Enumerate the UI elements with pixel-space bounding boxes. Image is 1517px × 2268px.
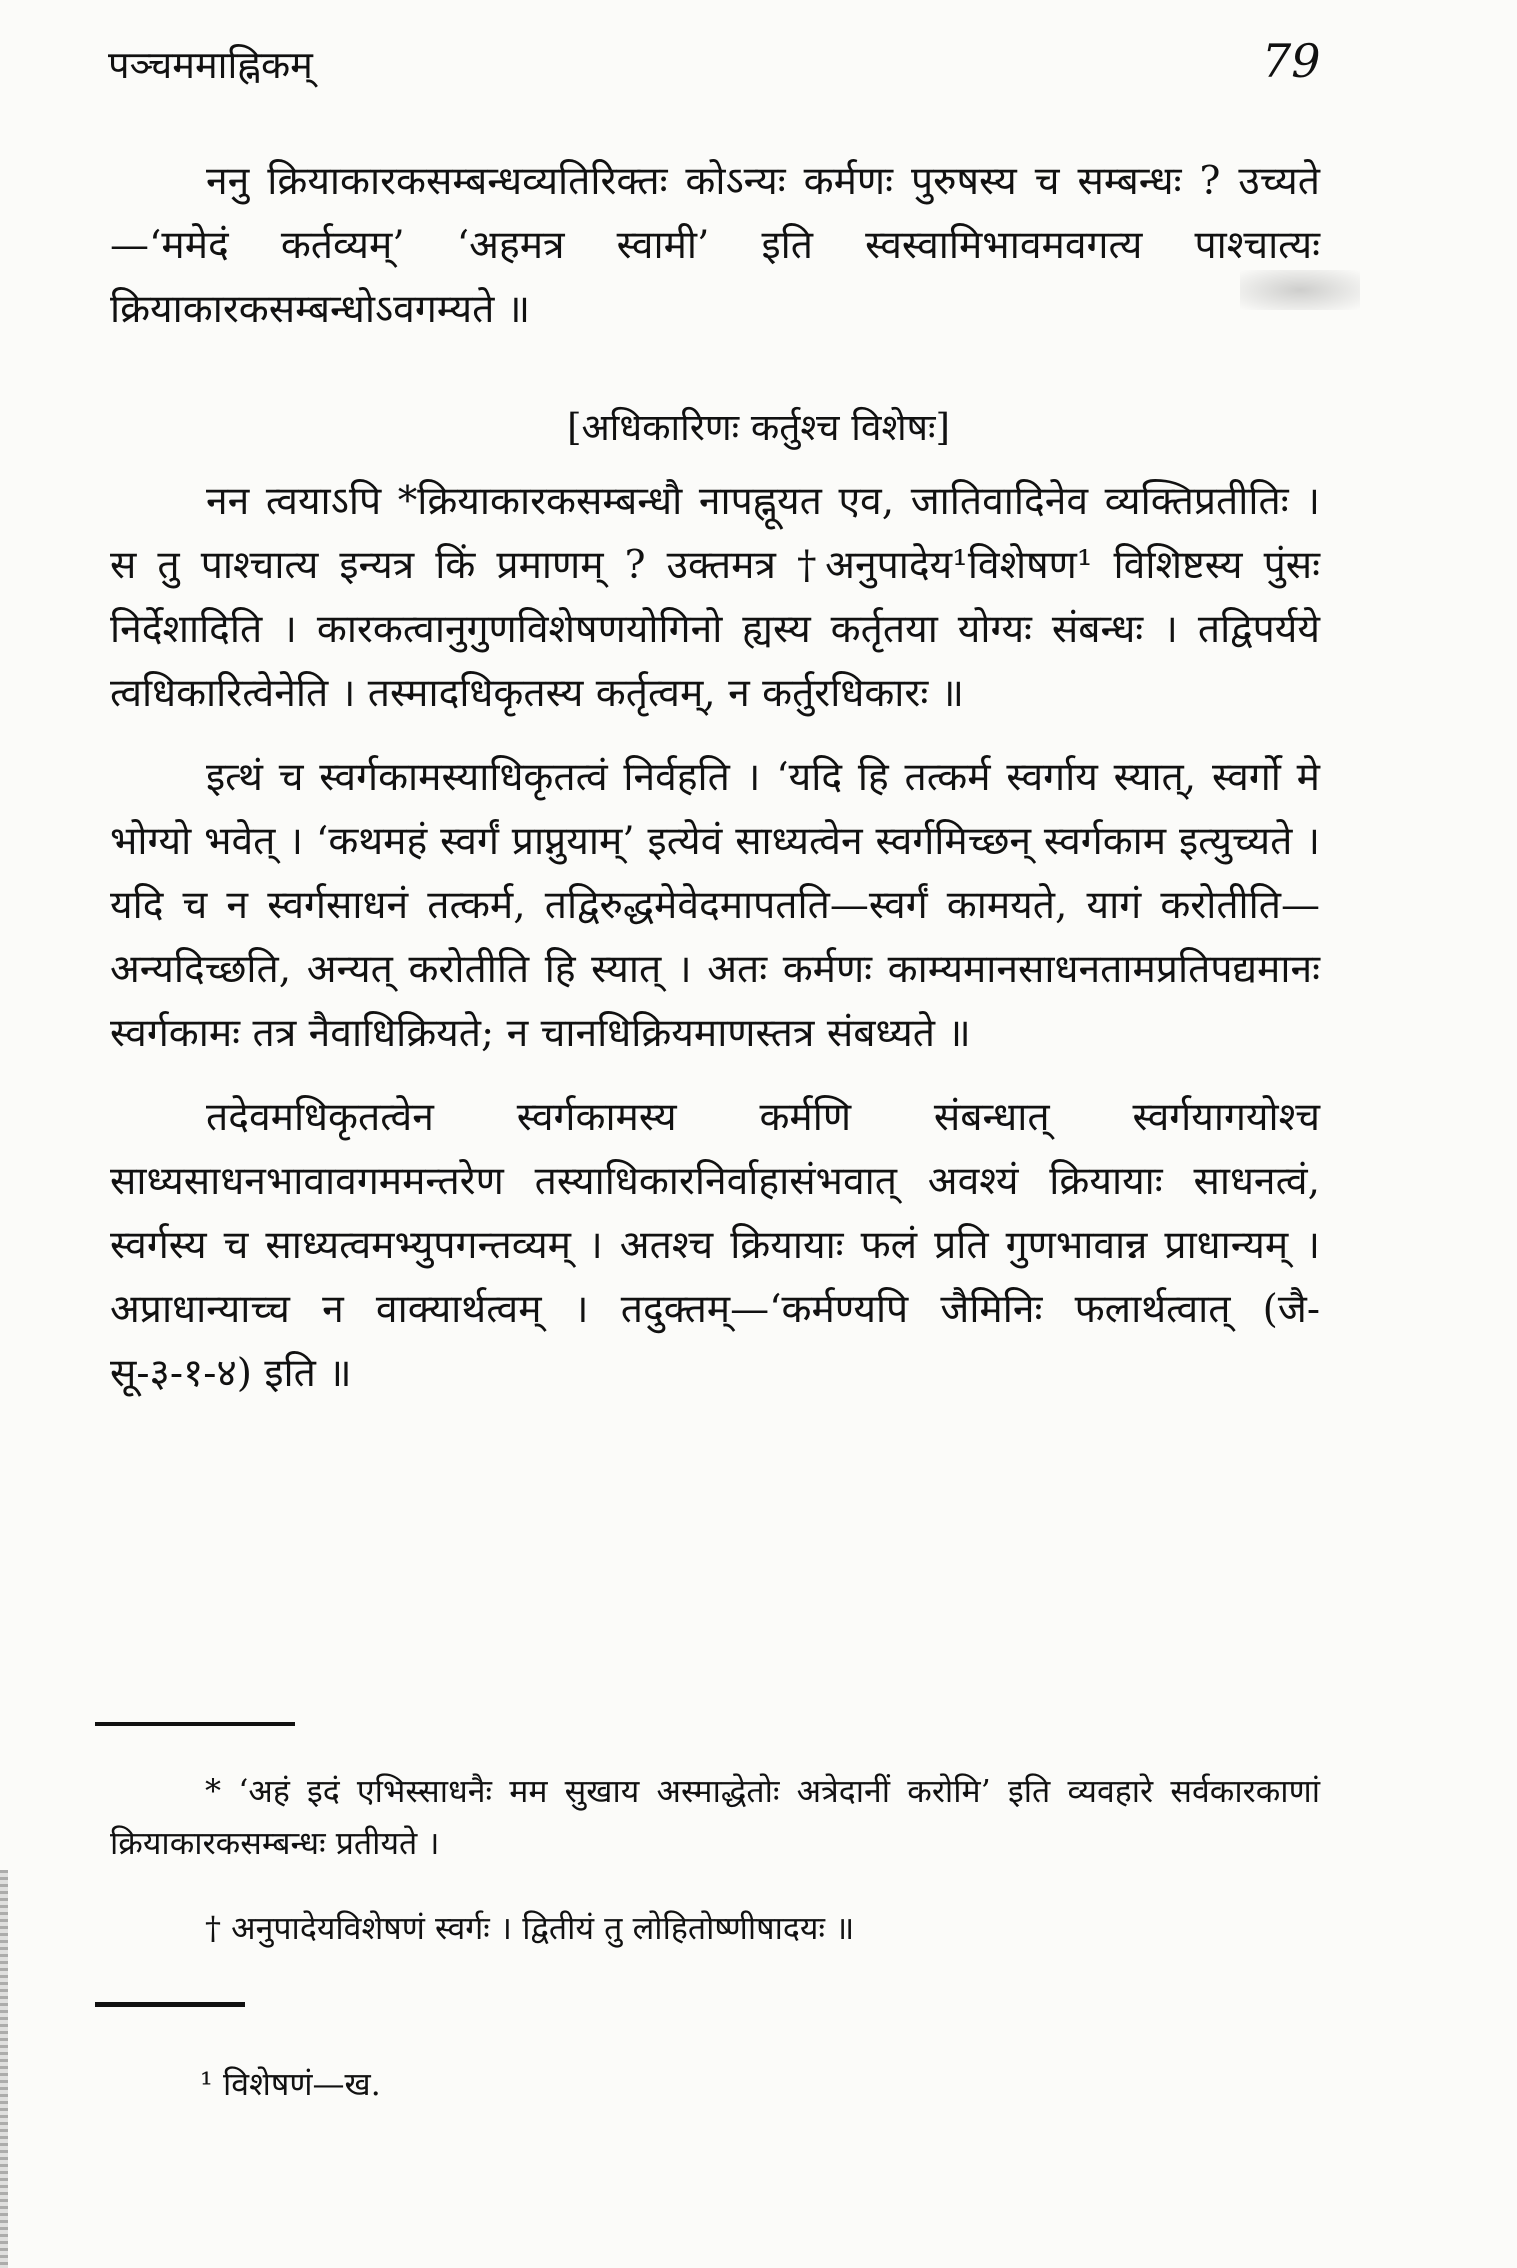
variant-note: ¹ विशेषणं—ख. xyxy=(200,2065,381,2103)
section-heading: [अधिकारिणः कर्तुश्च विशेषः] xyxy=(567,406,950,449)
paragraph: तदेवमधिकृतत्वेन स्वर्गकामस्य कर्मणि संबन्धात् स्वर्गयागयोश्च साध्यसाधनभावावगममन्तरेण तस्याधिकारनिर्वाहासंभवात् अवश्यं क्रियायाः साधनत्वं, स्वर्गस्य च साध्यत्वमभ्युपगन्तव्यम् । अतश्च क्रियायाः फलं प्रति गुणभावान्न प्राधान्यम् । अप्राधान्याच्च न वाक्यार्थत्वम् । तदुक्तम्—‘कर्मण्यपि जैमिनिः फलार्थत्वात् (जै-सू-३-१-४) इति ॥ xyxy=(110,1095,1320,1396)
footnote-rule xyxy=(95,1722,295,1726)
scan-smudge xyxy=(1240,270,1360,310)
paragraph: ननु क्रियाकारकसम्बन्धव्यतिरिक्तः कोऽन्यः कर्मणः पुरुषस्य च सम्बन्धः ? उच्यते—‘ममेदं कर्तव्यम्’ ‘अहमत्र स्वामी’ इति स्वस्वामिभावमवगत्य पाश्चात्यः क्रियाकारकसम्बन्धोऽवगम्यते ॥ xyxy=(110,159,1320,332)
scan-edge-noise xyxy=(0,1870,8,2268)
page-number: 79 xyxy=(1262,34,1321,88)
footnote: * ‘अहं इदं एभिस्साधनैः मम सुखाय अस्माद्धेतोः अत्रेदानीं करोमि’ इति व्यवहारे सर्वकारकाणां क्रियाकारकसम्बन्धः प्रतीयते । xyxy=(110,1772,1320,1862)
paragraph: इत्थं च स्वर्गकामस्याधिकृतत्वं निर्वहति । ‘यदि हि तत्कर्म स्वर्गाय स्यात्, स्वर्गो मे भोग्यो भवेत् । ‘कथमहं स्वर्गं प्राप्नुयाम्’ इत्येवं साध्यत्वेन स्वर्गमिच्छन् स्वर्गकाम इत्युच्यते । यदि च न स्वर्गसाधनं तत्कर्म, तद्विरुद्धमेवेदमापतति—स्वर्गं कामयते, यागं करोतीति—अन्यदिच्छति, अन्यत् करोतीति हि स्यात् । अतः कर्मणः काम्यमानसाधनतामप्रतिपद्यमानः स्वर्गकामः तत्र नैवाधिक्रियते; न चानधिक्रियमाणस्तत्र संबध्यते ॥ xyxy=(110,755,1320,1056)
body-block-1 xyxy=(110,150,1320,342)
paragraph: नन त्वयाऽपि *क्रियाकारकसम्बन्धौ नापह्नूयत एव, जातिवादिनेव व्यक्तिप्रतीतिः । स तु पाश्चात्य इन्यत्र किं प्रमाणम् ? उक्तमत्र †अनुपादेय¹विशेषण¹ विशिष्टस्य पुंसः निर्देशादिति । कारकत्वानुगुणविशेषणयोगिनो ह्यस्य कर्तृतया योग्यः संबन्धः । तद्विपर्यये त्वधिकारित्वेनेति । तस्मादधिकृतस्य कर्तृत्वम्, न कर्तुरधिकारः ॥ xyxy=(110,479,1320,716)
variant-rule xyxy=(95,2002,245,2007)
footnote: † अनुपादेयविशेषणं स्वर्गः । द्वितीयं तु लोहितोष्णीषादयः ॥ xyxy=(205,1909,855,1947)
body-block-2 xyxy=(110,470,1320,1406)
running-title: पञ्चममाह्निकम् xyxy=(108,43,313,87)
